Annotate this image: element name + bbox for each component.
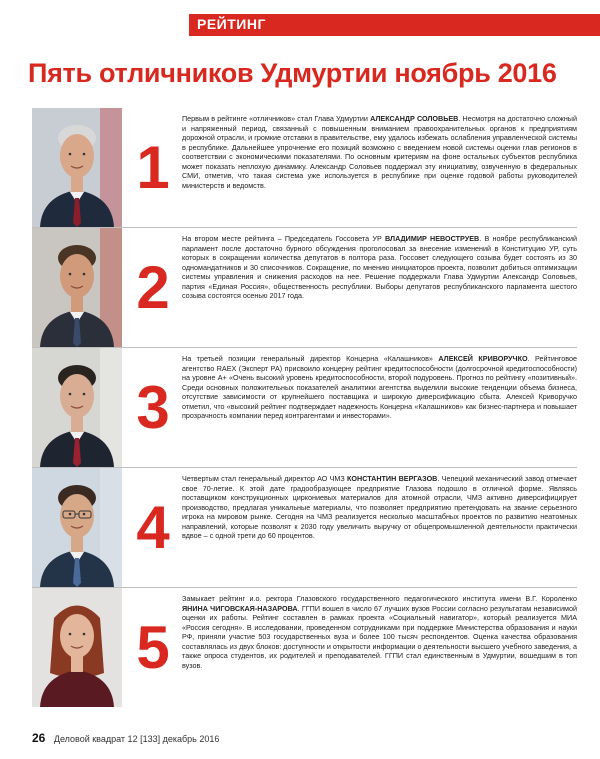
entry-description	[182, 474, 577, 541]
page-title: Пять отличников Удмуртии ноябрь 2016	[28, 58, 557, 88]
portrait-photo	[32, 228, 122, 347]
rating-entry	[32, 468, 577, 588]
entry-lead: Замыкает рейтинг и.о. ректора Глазовского государственного педагогического института имени В.Г. Короленко	[182, 594, 577, 603]
portrait-photo	[32, 108, 122, 227]
person-name: ВЛАДИМИР НЕВОСТРУЕВ	[385, 234, 480, 243]
person-name: АЛЕКСЕЙ КРИВОРУЧКО	[438, 354, 528, 363]
person-name: КОНСТАНТИН ВЕРГАЗОВ	[347, 474, 438, 483]
portrait-photo	[32, 588, 122, 707]
entry-lead: На втором месте рейтинга – Председатель Госсовета УР	[182, 234, 386, 243]
rating-entry	[32, 348, 577, 468]
magazine-issue: Деловой квадрат 12 [133] декабрь 2016	[53, 734, 220, 744]
entry-body: . Чепецкий механический завод отмечает свое 70-летие. К этой дате градообразующее предприятие Глазова подошло в отличной форме. Являясь поставщиком конструкционных циркониевых материалов для атомной отрасли, ЧМЗ активно диверсифицирует производство, предлагая уникальные материалы, что позволяет предприятию претендовать на звание серьезного игрока на мировом рынке. Сегодня на ЧМЗ реализуется несколько масштабных проектов по развитию неатомных направлений, которые позволят к 2030 году увеличить выручку от общепромышленной деятельности практически вдвое – с одной трети до 60 процентов.	[182, 474, 577, 541]
rating-entry	[32, 108, 577, 228]
entry-lead: Первым в рейтинге «отличников» стал Глава Удмуртии	[182, 114, 371, 123]
entry-description	[182, 234, 577, 301]
entry-description	[182, 594, 577, 671]
portrait-photo	[32, 468, 122, 587]
rank-number: 5	[136, 614, 170, 681]
entry-body: . Рейтинговое агентство RAEX (Эксперт РА) присвоило концерну рейтинг кредитоспособности (долгосрочной кредитоспособности) на уровне А+ «Очень высокий уровень кредитоспособности, второй подуровень. Прогноз по рейтингу «позитивный». Среди основных положительных показателей аналитики агентства выделили высокие тенденции объема бизнеса, отсутствие зависимости от крупнейшего поставщика и широкую диверсификацию сбыта. Алексей Криворучко отметил, что «высокий рейтинг подтверждает надежность Концерна «Калашников» как бизнес-партнера и повышает прозрачность компании перед контрагентами и инвесторами».	[182, 354, 577, 421]
rating-entry	[32, 228, 577, 348]
rating-entry	[32, 588, 577, 707]
person-name: ЯНИНА ЧИГОВСКАЯ-НАЗАРОВА	[182, 603, 298, 613]
portrait-photo	[32, 348, 122, 467]
rank-number: 4	[136, 494, 170, 561]
entry-body: . Несмотря на достаточно сложный и напряженный период, связанный с повышенным вниманием правоохранительных органов к предприятиям дорожной отрасли, и громкие отставки в правительстве, ему удалось избежать ослабления управленческой системы в республике. Дальнейшее упрочнение его позиций возможно с введением новой системы оценки глав регионов в соответствии с экономическими показателями. По основным критериям на фоне остальных субъектов республика может показать неплохую динамику. Александр Соловьев поддержал эту инициативу, озвученную в федеральных СМИ, отметив, что такая система уже используется в республике при оценке годовой работы руководителей министерств и ведомств.	[182, 114, 577, 191]
entry-lead: На третьей позиции генеральный директор Концерна «Калашников»	[182, 354, 439, 363]
entry-body: . ГГПИ вошел в число 67 лучших вузов России согласно результатам независимой оценки их работы. Рейтинг составлен в рамках проекта «Социальный навигатор», который реализуется МИА «Россия сегодня». В исследовании, проведенном сотрудниками при поддержке Министерства образования и науки РФ, приняли участие 503 государственных вуза и более 100 тысяч респондентов. Оценка качества образования составлялась из двух блоков: доступности и открытости информации о деятельности высшего учебного заведения, а также опроса студентов, их родителей и преподавателей. ГГПИ стал единственным в Удмуртии, вошедшим в топ вузов.	[182, 603, 577, 671]
entry-lead: Четвертым стал генеральный директор АО ЧМЗ	[182, 474, 348, 483]
section-label: РЕЙТИНГ	[197, 16, 266, 32]
page-footer	[32, 731, 219, 745]
rank-number: 3	[136, 374, 170, 441]
entry-description	[182, 114, 577, 191]
page-number: 26	[32, 731, 46, 745]
entry-description	[182, 354, 577, 421]
section-tag	[189, 14, 600, 36]
rating-list	[32, 108, 577, 707]
entry-body: . В ноябре республиканский парламент после достаточно бурного обсуждения проголосовал за внесение изменений в Конституцию УР, суть которых в сокращении количества депутатов в полтора раза. Госсовет следующего созыва будет состоять из 30 одномандатников и 30 списочников. Сокращение, по мнению инициаторов проекта, позволит добиться оптимизации системы управления и снижения расходов на нее. Решение поддержали Глава Удмуртии Александр Соловьев, партия «Единая Россия», общественность республики. Выборы депутатов республиканского парламента шестого созыва состоятся осенью 2017 года.	[182, 234, 577, 301]
rank-number: 2	[136, 254, 170, 321]
rank-number: 1	[136, 134, 170, 201]
person-name: АЛЕКСАНДР СОЛОВЬЕВ	[370, 114, 459, 123]
